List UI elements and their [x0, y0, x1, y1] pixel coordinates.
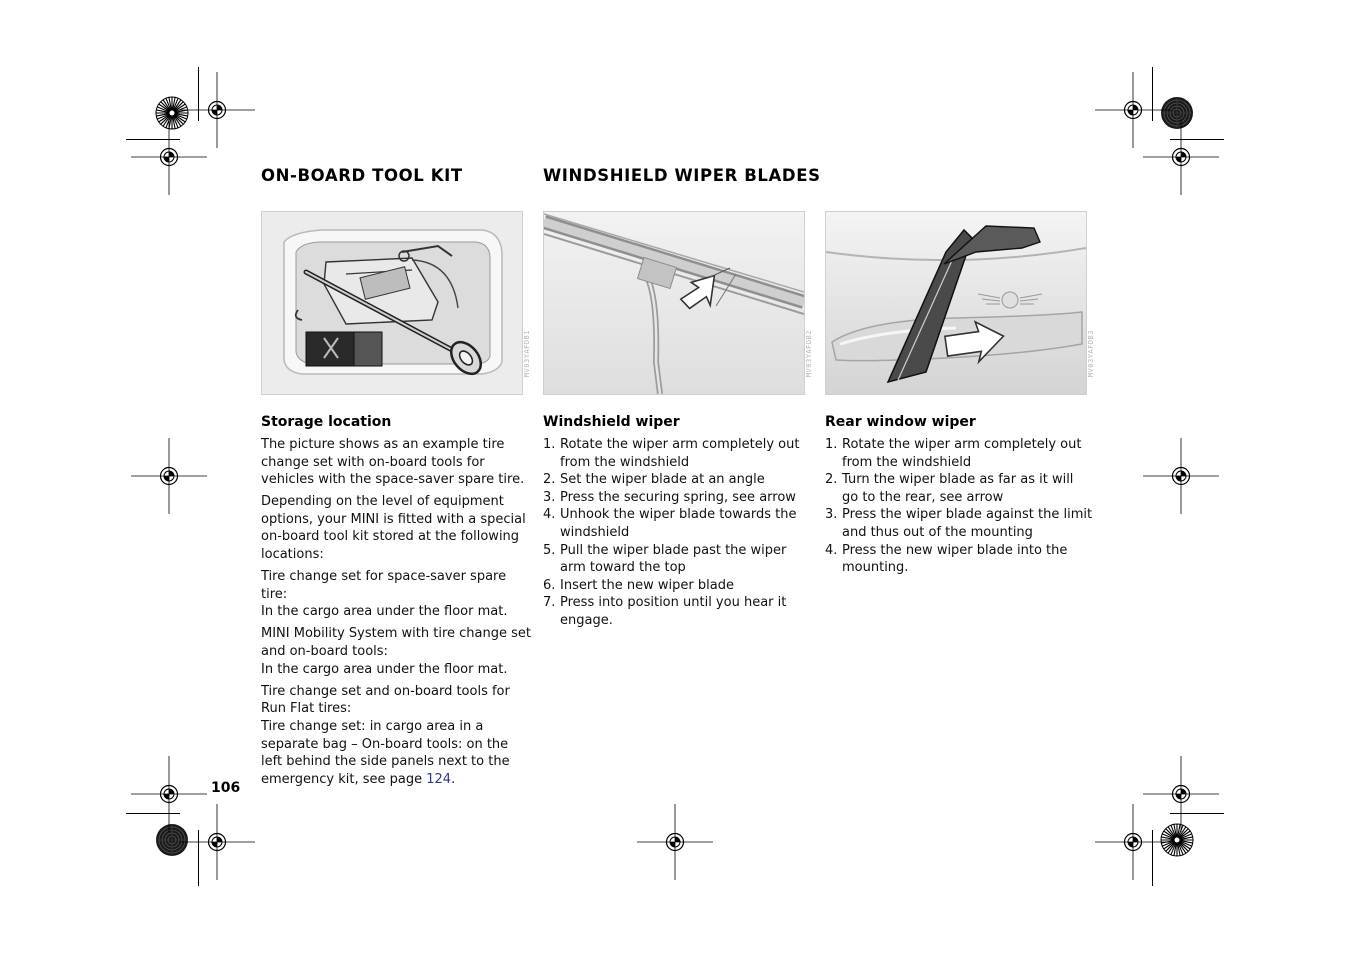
step-text: Rotate the wiper arm completely out from the windshield	[560, 437, 800, 470]
step-number: 1.	[825, 437, 838, 452]
step-number: 7.	[543, 595, 556, 611]
figure-windshield-wiper	[543, 211, 805, 395]
list-item	[543, 436, 813, 471]
text-line: Tire change set and on-board tools for Run Flat tires:	[261, 683, 510, 717]
windshield-wiper-steps	[543, 436, 813, 630]
list-item	[543, 471, 813, 489]
storage-location-body	[261, 436, 533, 793]
page-number: 106	[211, 780, 241, 796]
step-text: Press the new wiper blade into the mounting.	[842, 542, 1068, 576]
storage-location-title: Storage location	[261, 414, 392, 430]
list-item	[543, 506, 813, 541]
list-item	[543, 577, 813, 595]
list-item	[543, 489, 813, 507]
step-text: Pull the wiper blade past the wiper arm toward the top	[560, 542, 787, 576]
figure-rear-wiper	[825, 211, 1087, 395]
step-text: Unhook the wiper blade towards the windshield	[560, 507, 797, 540]
paragraph: Depending on the level of equipment options, your MINI is fitted with a special on-board tool kit stored at the following locations:	[261, 494, 526, 563]
page-link-124[interactable]: 124	[426, 771, 452, 787]
figure-tool-kit	[261, 211, 523, 395]
paragraph	[261, 683, 533, 789]
step-number: 4.	[825, 542, 838, 558]
step-number: 3.	[825, 507, 838, 523]
figure-code: MV03YAFDB3	[1087, 330, 1095, 378]
figure-code: MV03YAFDB1	[523, 330, 531, 378]
rear-window-wiper-title: Rear window wiper	[825, 414, 976, 430]
rear-window-wiper-steps	[825, 436, 1093, 577]
step-text: Insert the new wiper blade	[560, 577, 734, 593]
paragraph: The picture shows as an example tire change set with on-board tools for vehicles with the space-saver spare tire.	[261, 437, 525, 488]
step-text: Press into position until you hear it engage.	[560, 595, 787, 628]
list-item	[825, 436, 1093, 471]
step-number: 3.	[543, 489, 556, 505]
text-line: Tire change set for space-saver spare tire:	[261, 569, 507, 602]
list-item	[825, 506, 1093, 541]
figure-code: MV03YAFDB2	[805, 330, 813, 378]
list-item	[825, 471, 1093, 506]
paragraph	[261, 625, 533, 678]
list-item	[543, 542, 813, 577]
step-text: Turn the wiper blade as far as it will go to the rear, see arrow	[842, 472, 1074, 505]
list-item	[825, 542, 1093, 577]
step-number: 5.	[543, 542, 556, 558]
windshield-wiper-title: Windshield wiper	[543, 414, 680, 430]
text-line: In the cargo area under the floor mat.	[261, 661, 508, 677]
step-text: Set the wiper blade at an angle	[560, 472, 765, 488]
step-number: 6.	[543, 577, 556, 593]
heading-on-board-tool-kit: ON-BOARD TOOL KIT	[261, 166, 463, 185]
step-number: 2.	[543, 472, 556, 488]
text-line: Tire change set: in cargo area in a separate bag – On-board tools: on the left behind the side panels next to the emergency kit, see page	[261, 718, 510, 787]
heading-windshield-wiper-blades: WINDSHIELD WIPER BLADES	[543, 166, 821, 185]
text-line: MINI Mobility System with tire change set and on-board tools:	[261, 626, 531, 660]
paragraph	[261, 568, 533, 621]
step-text: Press the securing spring, see arrow	[560, 489, 796, 505]
step-text: Rotate the wiper arm completely out from the windshield	[842, 437, 1082, 470]
step-text: Press the wiper blade against the limit and thus out of the mounting	[842, 507, 1093, 540]
step-number: 1.	[543, 437, 556, 452]
list-item	[543, 594, 813, 629]
step-number: 2.	[825, 472, 838, 488]
text-line: In the cargo area under the floor mat.	[261, 604, 508, 620]
step-number: 4.	[543, 507, 556, 523]
text-line: .	[451, 771, 456, 787]
